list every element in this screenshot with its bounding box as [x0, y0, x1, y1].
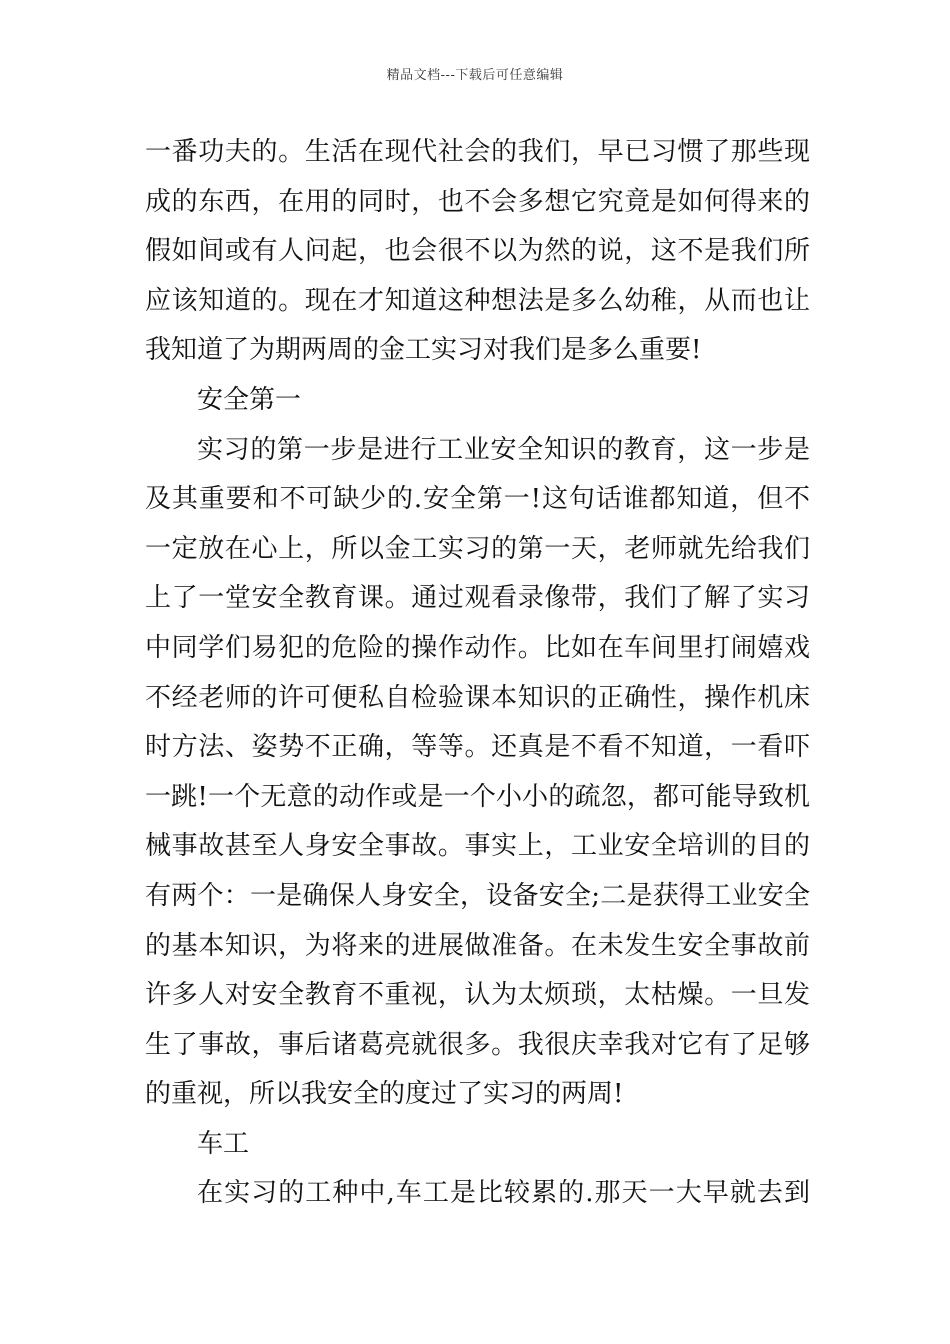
- text-line: 时方法、姿势不正确，等等。还真是不看不知道，一看吓: [145, 732, 810, 763]
- text-line: 一番功夫的。生活在现代社会的我们，早已习惯了那些现: [145, 137, 810, 167]
- section-heading-safety: 安全第一: [197, 384, 302, 415]
- text-line: 假如间或有人问起，也会很不以为然的说，这不是我们所: [145, 236, 810, 267]
- body-text: [145, 128, 810, 1219]
- text-line: 我知道了为期两周的金工实习对我们是多么重要!: [145, 335, 702, 366]
- text-line: 上了一堂安全教育课。通过观看录像带，我们了解了实习: [145, 583, 810, 614]
- text-line: 及其重要和不可缺少的.安全第一!这句话谁都知道，但不: [145, 484, 810, 515]
- text-line: 械事故甚至人身安全事故。事实上，工业安全培训的目的: [145, 831, 810, 862]
- text-line: 应该知道的。现在才知道这种想法是多么幼稚，从而也让: [145, 285, 810, 316]
- section-heading-lathe: 车工: [197, 1128, 250, 1159]
- text-line: 一定放在心上，所以金工实习的第一天，老师就先给我们: [145, 533, 810, 564]
- text-line: 中同学们易犯的危险的操作动作。比如在车间里打闹嬉戏: [145, 632, 810, 663]
- text-line: 不经老师的许可便私自检验课本知识的正确性，操作机床: [145, 682, 810, 713]
- text-line: 实习的第一步是进行工业安全知识的教育，这一步是: [197, 434, 810, 465]
- text-line: 许多人对安全教育不重视，认为太烦琐，太枯燥。一旦发: [145, 980, 810, 1011]
- text-line: 的基本知识，为将来的进展做准备。在未发生安全事故前: [145, 930, 810, 961]
- text-line: 生了事故，事后诸葛亮就很多。我很庆幸我对它有了足够: [145, 1029, 810, 1060]
- text-line: 有两个：一是确保人身安全，设备安全;二是获得工业安全: [145, 880, 810, 911]
- text-line: 的重视，所以我安全的度过了实习的两周!: [145, 1079, 624, 1110]
- text-line: 一跳!一个无意的动作或是一个小小的疏忽，都可能导致机: [145, 781, 810, 812]
- text-line: 成的东西，在用的同时，也不会多想它究竟是如何得来的: [145, 186, 810, 217]
- text-line: 在实习的工种中,车工是比较累的.那天一大早就去到: [197, 1178, 810, 1209]
- page-header: 精品文档---下载后可任意编辑: [386, 68, 564, 83]
